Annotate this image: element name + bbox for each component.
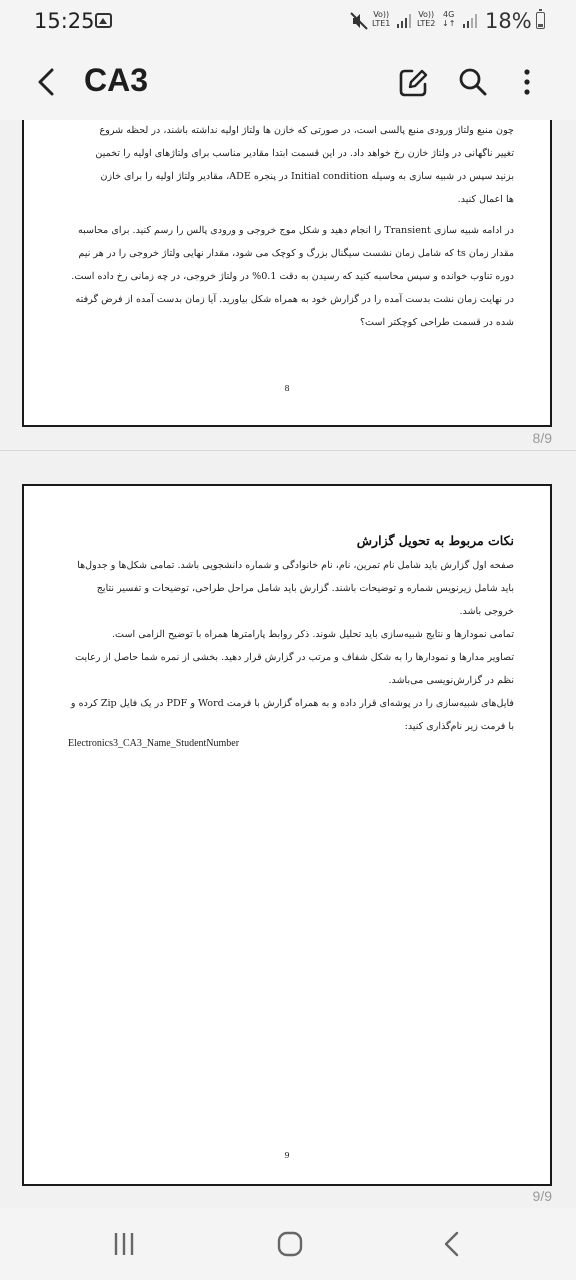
- recents-icon[interactable]: [104, 1230, 144, 1258]
- network-1-top: Vo)): [373, 10, 390, 19]
- data-arrows-icon: ↓↑: [442, 19, 456, 28]
- network-2-top: Vo)): [418, 10, 435, 19]
- battery-icon: [536, 12, 545, 29]
- app-bar: [0, 44, 576, 120]
- page-separator: [0, 450, 576, 451]
- text-line: تمامی نمودارها و نتایج شبیه‌سازی باید تحلیل شوند. ذکر روابط پارامترها همراه با توضیح الزامی است.: [112, 629, 514, 640]
- nav-back-icon[interactable]: [432, 1226, 472, 1262]
- filename-format: Electronics3_CA3_Name_StudentNumber: [68, 738, 240, 749]
- page-counter: 9/9: [532, 1188, 552, 1204]
- text-line: ها اعمال کنید.: [457, 194, 514, 205]
- status-time: 15:25: [34, 9, 95, 33]
- text-line: در نهایت زمان نشت بدست آمده را در گزارش خود به همراه شکل بیاورید. آیا زمان بدست آمده از فرض گرفته: [75, 294, 514, 305]
- navigation-bar: [0, 1208, 576, 1280]
- text-line: تغییر ناگهانی در ولتاژ خازن رخ خواهد داد. در این قسمت ابتدا مقادیر مناسب برای ولتاژهای اولیه را تخمین: [95, 148, 514, 159]
- network-1-label: [372, 10, 390, 28]
- text-line: خروجی باشد.: [459, 606, 514, 617]
- paragraph: [68, 219, 514, 334]
- paragraph: [68, 554, 514, 738]
- text-line: چون منبع ولتاژ ورودی منبع پالسی است، در صورتی که خازن ها ولتاژ اولیه نداشته باشند، در لحظه شروع: [99, 125, 514, 136]
- more-vert-icon[interactable]: [515, 64, 539, 100]
- search-icon[interactable]: [456, 64, 490, 100]
- text-line: مقدار زمان ts که شامل زمان نشست سیگنال بزرگ و کوچک می شود، مقدار نهایی ولتاژ خروجی را در هر نیم: [78, 248, 514, 259]
- network-2-label: [417, 10, 435, 28]
- text-line: دوره تناوب خوانده و سپس محاسبه کنید که رسیدن به دقت 0.1% در ولتاژ خروجی، در چه زمانی رخ داده است.: [71, 271, 514, 282]
- text-line: باید شامل زیرنویس شماره و توضیحات باشند. گزارش باید شامل مراحل طراحی، توضیحات و تفسیر نتایج: [96, 583, 514, 594]
- page-counter: 8/9: [532, 430, 552, 446]
- home-icon[interactable]: [270, 1226, 310, 1262]
- text-line: فایل‌های شبیه‌سازی را در پوشه‌ای قرار داده و به همراه گزارش با فرمت Word و PDF در یک فایل Zip کرده و: [70, 698, 514, 709]
- text-line: با فرمت زیر نام‌گذاری کنید:: [404, 721, 514, 732]
- mute-icon: [350, 12, 368, 30]
- text-line: تصاویر مدارها و نمودارها را به شکل شفاف و مرتب در گزارش قرار دهید. بخشی از نمره شما حاصل از رعایت: [75, 652, 514, 663]
- document-title: CA3: [84, 62, 149, 98]
- pdf-page-9: [22, 484, 552, 1186]
- network-2-bottom: LTE2: [417, 19, 436, 28]
- text-line: بزنید سپس در شبیه سازی به وسیله Initial condition در پنجره ADE، مقادیر ولتاژ اولیه را برای خازن: [100, 171, 514, 182]
- text-line: نظم در گزارش‌نویسی می‌باشد.: [388, 675, 514, 686]
- page-number: 9: [284, 1151, 290, 1160]
- back-arrow-icon[interactable]: [30, 64, 64, 100]
- document-viewer[interactable]: [0, 120, 576, 1208]
- paragraph: [68, 120, 514, 211]
- network-1-bottom: LTE1: [372, 19, 391, 28]
- page-number: 8: [284, 384, 290, 393]
- network-2-tech: [442, 10, 455, 28]
- text-line: در ادامه شبیه سازی Transient را انجام دهید و شکل موج خروجی و ورودی پالس را رسم کنید. برای محاسبه: [77, 225, 514, 236]
- text-line: شده در قسمت طراحی کوچکتر است؟: [359, 317, 514, 328]
- pdf-page-8: [22, 120, 552, 427]
- network-tech-label: 4G: [443, 10, 455, 19]
- gallery-icon: [95, 13, 112, 28]
- section-heading: نکات مربوط به تحویل گزارش: [356, 533, 514, 548]
- text-line: صفحه اول گزارش باید شامل نام تمرین، نام، نام خانوادگی و شماره دانشجویی باشد. تمامی شکل‌ها و جدول‌ها: [77, 560, 514, 571]
- status-bar: [0, 0, 576, 44]
- edit-icon[interactable]: [396, 64, 430, 100]
- signal-2-icon: [462, 13, 478, 29]
- signal-icon: [396, 13, 412, 29]
- battery-percent: 18%: [485, 9, 532, 33]
